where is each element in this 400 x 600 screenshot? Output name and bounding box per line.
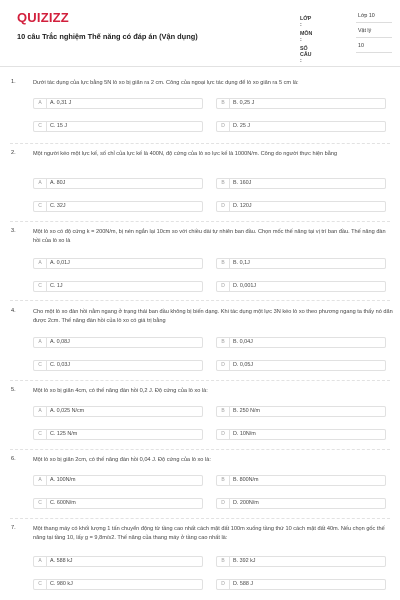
answer-option-b[interactable] xyxy=(216,337,386,348)
question-number: 6. xyxy=(11,456,16,462)
question-number: 3. xyxy=(11,228,16,234)
option-letter: A xyxy=(34,557,47,566)
option-letter: C xyxy=(34,499,47,508)
question-divider xyxy=(10,380,390,381)
option-text: D. 0,05J xyxy=(233,362,254,368)
option-letter: B xyxy=(217,338,230,347)
option-letter: B xyxy=(217,179,230,188)
question-divider xyxy=(10,449,390,450)
question-divider xyxy=(10,300,390,301)
answer-option-b[interactable] xyxy=(216,406,386,417)
answer-option-b[interactable] xyxy=(216,556,386,567)
option-text: D. 10N/m xyxy=(233,431,256,437)
option-letter: C xyxy=(34,580,47,589)
answer-option-d[interactable] xyxy=(216,498,386,509)
option-letter: B xyxy=(217,407,230,416)
question-text: Một lò xo có độ cứng k = 200N/m, bị nén ngắn lại 10cm so với chiều dài tự nhiên ban đầu. Chọn mốc thế năng tại vị trí ban đầu. Thế năng đàn hồi của lò xo là xyxy=(33,229,386,244)
option-text: B. 250 N/m xyxy=(233,408,260,414)
meta-subject-value: Vật lý xyxy=(356,28,392,38)
option-letter: C xyxy=(34,202,47,211)
option-text: D. 200N/m xyxy=(233,500,259,506)
option-text: C. 600N/m xyxy=(50,500,76,506)
answer-option-d[interactable] xyxy=(216,121,386,132)
meta-subject-label: MÔN : xyxy=(300,31,313,43)
question-text: Một lò xo bị giãn 2cm, có thế năng đàn hồi 0,04 J. Độ cứng của lò xo là: xyxy=(33,457,211,463)
option-text: A. 80J xyxy=(50,180,66,186)
page-title: 10 câu Trắc nghiệm Thế năng có đáp án (Vận dụng) xyxy=(17,32,198,41)
option-letter: A xyxy=(34,179,47,188)
answer-option-c[interactable] xyxy=(33,360,203,371)
question-number: 7. xyxy=(11,525,16,531)
option-text: B. 392 kJ xyxy=(233,558,256,564)
option-letter: D xyxy=(217,580,230,589)
option-letter: D xyxy=(217,122,230,131)
option-text: D. 25 J xyxy=(233,123,251,129)
question-text: Cho một lò xo đàn hồi nằm ngang ở trạng thái ban đầu không bị biến dạng. Khi tác dụng một lực 3N kéo lò xo theo phương ngang ta thấy nó dãn được 2cm. Thế năng đàn hồi của lò xo có giá trị bằng xyxy=(33,309,393,324)
option-text: C. 980 kJ xyxy=(50,581,73,587)
option-text: C. 0,03J xyxy=(50,362,71,368)
option-letter: A xyxy=(34,259,47,268)
option-letter: A xyxy=(34,99,47,108)
question-divider xyxy=(10,518,390,519)
question-text: Một người kéo một lực kế, số chỉ của lực kế là 400N, độ cứng của lò xo lực kế là 1000N/m. Công do người thực hiện bằng xyxy=(33,151,338,157)
option-text: B. 800N/m xyxy=(233,477,259,483)
answer-option-a[interactable] xyxy=(33,258,203,269)
question-number: 2. xyxy=(11,150,16,156)
answer-option-a[interactable] xyxy=(33,406,203,417)
question-number: 1. xyxy=(11,79,16,85)
option-letter: C xyxy=(34,282,47,291)
answer-option-d[interactable] xyxy=(216,201,386,212)
option-text: A. 0,01J xyxy=(50,260,70,266)
answer-option-c[interactable] xyxy=(33,281,203,292)
option-text: D. 120J xyxy=(233,203,252,209)
option-letter: B xyxy=(217,476,230,485)
option-letter: D xyxy=(217,282,230,291)
option-text: B. 0,25 J xyxy=(233,100,255,106)
question-number: 4. xyxy=(11,308,16,314)
question-divider xyxy=(10,143,390,144)
answer-option-b[interactable] xyxy=(216,475,386,486)
option-text: D. 588 J xyxy=(233,581,254,587)
question-number: 5. xyxy=(11,387,16,393)
question-text: Dưới tác dụng của lực bằng 5N lò xo bị giãn ra 2 cm. Công của ngoại lực tác dụng để lò xo giãn ra 5 cm là: xyxy=(33,80,299,86)
option-text: A. 0,025 N/cm xyxy=(50,408,85,414)
answer-option-d[interactable] xyxy=(216,429,386,440)
answer-option-d[interactable] xyxy=(216,281,386,292)
quizizz-logo: QUIZIZZ xyxy=(17,10,69,25)
question-text: Một lò xo bị giãn 4cm, có thế năng đàn hồi 0,2 J. Độ cứng của lò xo là: xyxy=(33,388,208,394)
answer-option-c[interactable] xyxy=(33,498,203,509)
option-text: A. 0,08J xyxy=(50,339,70,345)
answer-option-b[interactable] xyxy=(216,258,386,269)
option-text: A. 0,31 J xyxy=(50,100,72,106)
option-letter: B xyxy=(217,557,230,566)
meta-count-value: 10 xyxy=(356,43,392,53)
answer-option-a[interactable] xyxy=(33,556,203,567)
answer-option-d[interactable] xyxy=(216,579,386,590)
meta-class-label: LỚP : xyxy=(300,16,312,28)
answer-option-b[interactable] xyxy=(216,98,386,109)
option-text: A. 100N/m xyxy=(50,477,76,483)
answer-option-c[interactable] xyxy=(33,121,203,132)
option-letter: D xyxy=(217,202,230,211)
answer-option-a[interactable] xyxy=(33,337,203,348)
answer-option-b[interactable] xyxy=(216,178,386,189)
option-letter: D xyxy=(217,361,230,370)
option-letter: C xyxy=(34,430,47,439)
page-header xyxy=(0,0,400,67)
answer-option-c[interactable] xyxy=(33,579,203,590)
meta-class-value: Lớp 10 xyxy=(356,13,392,23)
answer-option-a[interactable] xyxy=(33,178,203,189)
answer-option-c[interactable] xyxy=(33,429,203,440)
option-text: B. 0,1J xyxy=(233,260,250,266)
option-text: B. 0,04J xyxy=(233,339,253,345)
answer-option-a[interactable] xyxy=(33,475,203,486)
option-letter: C xyxy=(34,122,47,131)
option-letter: A xyxy=(34,407,47,416)
option-text: D. 0,001J xyxy=(233,283,257,289)
meta-count-label: SỐ CÂU : xyxy=(300,46,312,64)
option-letter: D xyxy=(217,499,230,508)
option-letter: C xyxy=(34,361,47,370)
option-letter: B xyxy=(217,259,230,268)
question-divider xyxy=(10,221,390,222)
option-letter: D xyxy=(217,430,230,439)
question-text: Một thang máy có khối lượng 1 tấn chuyển động từ tầng cao nhất cách mặt đất 100m xuống tầng thứ 10 cách mặt đất 40m. Nếu chọn gốc thế năng tại tầng 10, lấy g = 9,8m/s2. Thế năng của thang máy ở tầng cao nhất là: xyxy=(33,526,385,541)
option-text: C. 32J xyxy=(50,203,66,209)
answer-option-a[interactable] xyxy=(33,98,203,109)
option-text: B. 160J xyxy=(233,180,252,186)
option-letter: A xyxy=(34,476,47,485)
option-text: A. 588 kJ xyxy=(50,558,73,564)
answer-option-c[interactable] xyxy=(33,201,203,212)
option-text: C. 15 J xyxy=(50,123,68,129)
option-text: C. 125 N/m xyxy=(50,431,78,437)
option-letter: A xyxy=(34,338,47,347)
option-text: C. 1J xyxy=(50,283,63,289)
answer-option-d[interactable] xyxy=(216,360,386,371)
option-letter: B xyxy=(217,99,230,108)
